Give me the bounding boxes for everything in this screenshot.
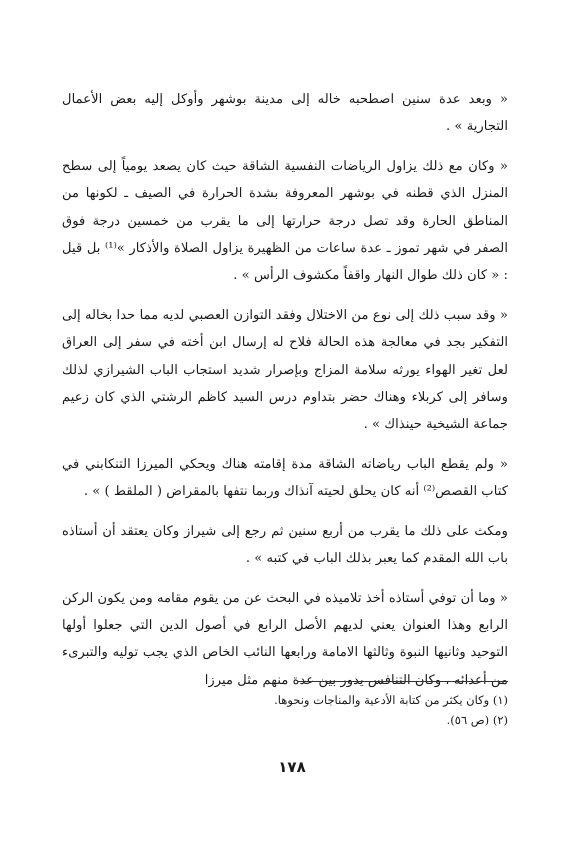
paragraph-2: « وكان مع ذلك يزاول الرياضات النفسية الشاقة حيث كان يصعد يومياً إلى سطح المنزل الذي قطنه في بوشهر المعروفة بشدة الحرارة في الصيف ـ لكونها من المناطق الحارة وقد تصل درجة حرارتها إلى ما يقرب من خمسين درجة فوق الصفر في شهر تموز ـ عدة ساعات من الظهيرة يزاول الصلاة والأذكار »⁽¹⁾ بل قيل : « كان ذلك طوال النهار واقفاً مكشوف الرأس » . [62, 158, 508, 284]
footnote-1: (١) وكان يكثر من كتابة الأدعية والمناجات ونحوها. [274, 693, 508, 707]
footnote-2: (٢) (ص ٥٦). [446, 713, 508, 727]
main-text [62, 86, 508, 704]
paragraph-4: « ولم يقطع الباب رياضاته الشاقة مدة إقامته هناك ويحكي الميرزا التنكابني في كتاب القصص⁽²⁾ أنه كان يحلق لحيته آنذاك وربما نتفها بالمقراض ( الملقط ) » . [62, 456, 508, 500]
paragraph-3: « وقد سبب ذلك إلى نوع من الاختلال وفقد التوازن العصبي لديه مما حدا بخاله إلى التفكير بجد في معالجة هذه الحالة فلاح له إرسال ابن أخته في سفر إلى العراق لعل تغير الهواء يورثه سلامة المزاج وبإصرار شديد استجاب الباب الشيرازي لذلك وسافر إلى كربلاء وهناك حضر بتداوم درس السيد كاظم الرشتي الذي كان زعيم جماعة الشيخية حينذاك » . [62, 307, 508, 433]
footnotes [62, 690, 508, 730]
footnote-separator [298, 681, 508, 682]
paragraph-1: « وبعد عدة سنين اصطحبه خاله إلى مدينة بوشهر وأوكل إليه بعض الأعمال التجارية » . [62, 92, 508, 135]
paragraph-6: « وما أن توفي أستاذه أخذ تلاميذه في البحث عن من يقوم مقامه ومن يكون الركن الرابع وهذا العنوان يعني لديهم الأصل الرابع في أصول الدين التي جعلوا أولها التوحيد وثانيها النبوة وثالثها الامامة ورابعها النائب الخاص الذي يجب توليه والتبرىء من أعدائه ، وكان التنافس يدور بين عدة منهم مثل ميرزا [62, 590, 508, 688]
paragraph-5: ومكث على ذلك ما يقرب من أربع سنين ثم رجع إلى شيراز وكان يعتقد أن أستاذه باب الله المقدم كما يعبر بذلك الباب في كتبه » . [62, 523, 508, 567]
page-number: ١٧٨ [278, 758, 306, 776]
